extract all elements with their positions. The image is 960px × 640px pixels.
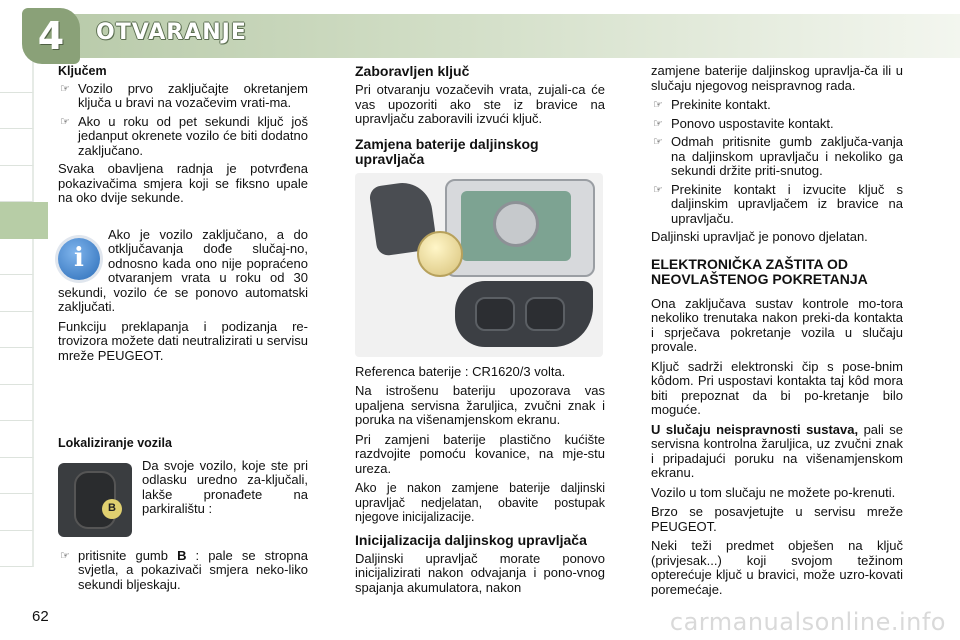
chapter-tab[interactable] xyxy=(0,239,34,276)
section-heading-init: Inicijalizacija daljinskog upravljača xyxy=(355,531,587,548)
pointing-hand-icon: ☞ xyxy=(653,117,663,130)
paragraph: Ključ sadrži elektronski čip s pose-bnim kôdom. Pri uspostavi kontakta taj kôd mora biti prepoznat da bi po-kretanje bilo moguće. xyxy=(651,358,903,417)
paragraph: Da svoje vozilo, koje ste pri odlasku uredno za-ključali, lakše pronađete na parkiralištu : xyxy=(142,457,308,516)
chapter-tab[interactable] xyxy=(0,531,34,568)
chapter-tab[interactable] xyxy=(0,348,34,385)
section-heading-locate: Lokaliziranje vozila xyxy=(58,436,172,450)
chapter-tab[interactable] xyxy=(0,275,34,312)
paragraph: Vozilo u tom slučaju ne možete po-krenuti. xyxy=(651,484,896,500)
chapter-tab-active[interactable] xyxy=(0,202,48,239)
paragraph: Brzo se posavjetujte u servisu mreže PEUGEOT. xyxy=(651,504,903,534)
pointing-hand-icon: ☞ xyxy=(60,82,70,95)
list-item: ☞ Odmah pritisnite gumb zaključa-vanja na daljinskom upravljaču i nekoliko ga sekundi držite priti-snutog. xyxy=(653,134,903,178)
info-paragraph: Ako je vozilo zaključano, a do otključavanja dođe slučaj-no, odnosno kada ono nije popraćeno otvaranjem vrata u roku od 30 sekundi, vozilo će se ponovo automatski zaključati. xyxy=(58,226,308,314)
pointing-hand-icon: ☞ xyxy=(60,115,70,128)
list-item: ☞ Prekinite kontakt. xyxy=(653,97,771,112)
pointing-hand-icon: ☞ xyxy=(653,183,663,196)
page-title: OTVARANJE xyxy=(96,20,247,45)
section-heading-forgotten-key: Zaboravljen ključ xyxy=(355,63,470,79)
chapter-tab[interactable] xyxy=(0,166,34,203)
page-number: 62 xyxy=(32,608,49,625)
info-paragraph: Funkciju preklapanja i podizanja re-trovizora možete dati neutralizirati u servisu mreže PEUGEOT. xyxy=(58,318,308,363)
paragraph: U slučaju neispravnosti sustava, pali se servisna kontrolna žaruljica, uz zvučni znak i pripadajući poruku na višenamjenskom ekranu. xyxy=(651,421,903,480)
paragraph: Ona zaključava sustav kontrole mo-tora nekoliko trenutaka nakon preki-da kontakta i sprječava pokretanje vozila u slučaju provale. xyxy=(651,295,903,354)
battery-replacement-image xyxy=(355,173,603,357)
pointing-hand-icon: ☞ xyxy=(653,136,663,148)
list-item: ☞ Ako u roku od pet sekundi ključ još jedanput okrenete vozilo će biti dodatno zaključano. xyxy=(60,113,308,158)
paragraph: Neki teži predmet obješen na ključ (privjesak...) koji svojom težinom opterećuje ključ u bravici, može uzro-kovati poremećaje. xyxy=(651,538,903,597)
paragraph: Daljinski upravljač morate ponovo inicijalizirati nakon odvajanja i pono-vnog spajanja akumulatora, nakon xyxy=(355,550,605,595)
chapter-tab[interactable] xyxy=(0,494,34,531)
chapter-number: 4 xyxy=(37,14,65,58)
list-item: ☞ Prekinite kontakt i izvucite ključ s daljinskim upravljačem iz bravice na upravljaču. xyxy=(653,181,903,226)
column-right xyxy=(651,64,903,602)
paragraph: Ako je nakon zamjene baterije daljinski upravljač nedjelatan, obavite postupak njegove inicijalizacije. xyxy=(355,481,605,524)
column-middle xyxy=(355,64,605,600)
info-icon: i xyxy=(58,238,100,280)
chapter-tab[interactable] xyxy=(0,312,34,349)
list-item: ☞ pritisnite gumb B : pale se stropna svjetla, a pokazivači smjera neko-liko sekundi bljeskaju. xyxy=(60,547,308,592)
paragraph: Pri otvaranju vozačevih vrata, zujali-ca će vas upozoriti ako ste iz bravice na upravljaču zaboravili izvući ključ. xyxy=(355,82,605,126)
paragraph: Daljinski upravljač je ponovo djelatan. xyxy=(651,229,868,244)
info-note xyxy=(58,228,308,364)
paragraph: Pri zamjeni baterije plastično kućište razdvojite pomoću kovanice, na mje-stu ureza. xyxy=(355,431,605,476)
watermark: carmanualsonline.info xyxy=(669,608,946,636)
chapter-tab[interactable] xyxy=(0,129,34,166)
paragraph: Svaka obavljena radnja je potvrđena pokazivačima smjera koji se fiksno upale na oko dvije sekunde. xyxy=(58,161,308,205)
page-header xyxy=(22,8,960,60)
chapter-tab[interactable] xyxy=(0,421,34,458)
section-heading-battery: Zamjena baterije daljinskog upravljača xyxy=(355,135,539,167)
key-fob-image xyxy=(58,463,132,537)
paragraph: Na istrošenu bateriju upozorava vas upaljena servisna žaruljica, zvučni znak i poruka na višenamjenskom ekranu. xyxy=(355,383,605,427)
chapter-tabs xyxy=(0,0,48,640)
paragraph: zamjene baterije daljinskog upravlja-ča ili u slučaju njegovog neispravnog rada. xyxy=(651,63,903,93)
column-left xyxy=(58,64,308,368)
chapter-tab[interactable] xyxy=(0,458,34,495)
pointing-hand-icon: ☞ xyxy=(60,549,70,562)
chapter-tab[interactable] xyxy=(0,93,34,130)
locate-vehicle-section xyxy=(58,436,308,596)
section-heading-key: Ključem xyxy=(58,64,107,78)
chapter-tab[interactable] xyxy=(0,56,34,93)
chapter-badge xyxy=(22,8,80,64)
list-item: ☞ Vozilo prvo zaključajte okretanjem ključa u bravi na vozačevim vrati-ma. xyxy=(60,80,308,110)
section-heading-immobiliser: ELEKTRONIČKA ZAŠTITA OD NEOVLAŠTENOG POKRETANJA xyxy=(651,255,868,287)
key-button-b: B xyxy=(102,499,122,519)
pointing-hand-icon: ☞ xyxy=(653,99,663,111)
coin-icon xyxy=(417,231,463,277)
paragraph: Referenca baterije : CR1620/3 volta. xyxy=(355,363,566,379)
list-item: ☞ Ponovo uspostavite kontakt. xyxy=(653,115,834,131)
chapter-tab[interactable] xyxy=(0,385,34,422)
